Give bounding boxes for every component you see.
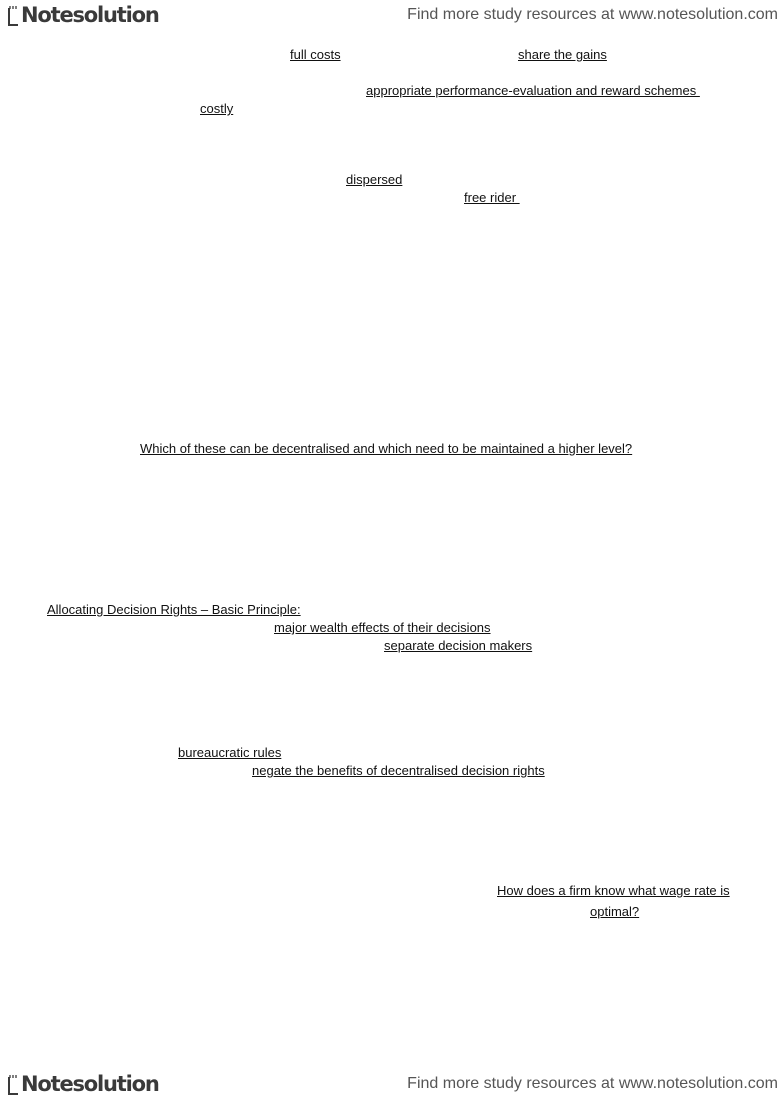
phrase-separate-decision-makers: separate decision makers xyxy=(384,638,533,653)
phrase-negate-benefits: negate the benefits of decentralised decision rights xyxy=(252,763,545,778)
notepad-icon xyxy=(6,1073,20,1095)
footer-site-text: Find more study resources at www.notesolution.com xyxy=(407,1075,778,1092)
question-wage-rate-line1: How does a firm know what wage rate is xyxy=(497,883,730,898)
notesolution-logo xyxy=(6,3,159,27)
phrase-free-rider: free rider xyxy=(464,190,520,205)
phrase-bureaucratic-rules: bureaucratic rules xyxy=(178,745,282,760)
question-wage-rate-line2: optimal? xyxy=(590,904,640,919)
footer-logo-text: Notesolution xyxy=(21,1072,159,1096)
phrase-performance-schemes: appropriate performance-evaluation and reward schemes xyxy=(366,83,700,98)
phrase-full-costs: full costs xyxy=(290,47,341,62)
phrase-dispersed: dispersed xyxy=(346,172,403,187)
phrase-share-the-gains: share the gains xyxy=(518,47,607,62)
phrase-costly: costly xyxy=(200,101,234,116)
heading-allocating-decision-rights: Allocating Decision Rights – Basic Principle: xyxy=(47,602,301,617)
logo-text: Notesolution xyxy=(21,3,159,27)
notepad-icon xyxy=(6,4,20,26)
notesolution-footer-logo xyxy=(6,1072,159,1096)
header-site-text: Find more study resources at www.notesolution.com xyxy=(407,6,778,23)
question-decentralised: Which of these can be decentralised and which need to be maintained a higher level? xyxy=(140,441,633,456)
phrase-major-wealth-effects: major wealth effects of their decisions xyxy=(274,620,491,635)
